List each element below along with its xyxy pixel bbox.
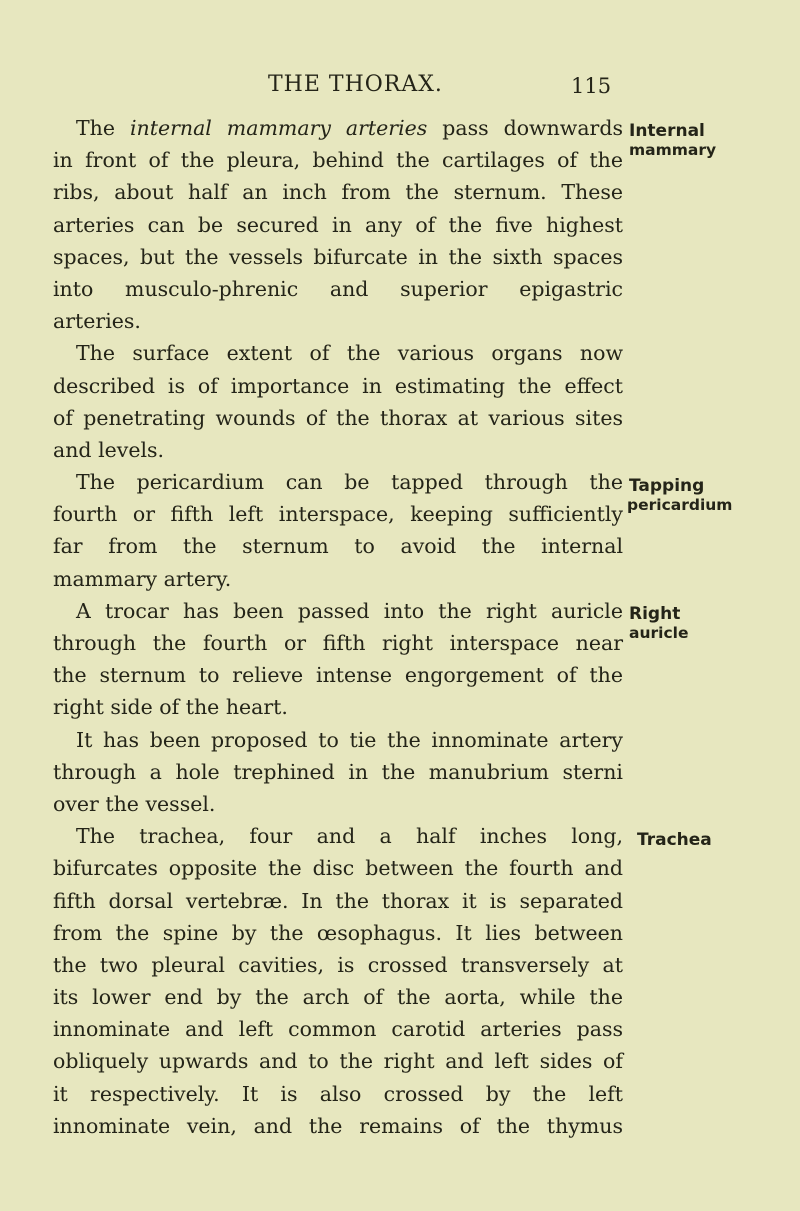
text-line: The internal mammary arteries pass downwards [76, 116, 623, 140]
text-line: it respectively. It is also crossed by the left [53, 1081, 623, 1106]
text-line: obliquely upwards and to the right and left sides of [53, 1049, 623, 1074]
text-line: ribs, about half an inch from the sternum. These [53, 180, 623, 205]
text-line: The pericardium can be tapped through the [76, 470, 623, 495]
body-text [53, 112, 623, 1142]
text-line: A trocar has been passed into the right auricle [76, 598, 623, 623]
text-line: fifth dorsal vertebræ. In the thorax it is separated [53, 888, 623, 913]
text-line: The trachea, four and a half inches long, [76, 824, 623, 849]
side-note-internal-mammary: Internal mammary [629, 121, 717, 159]
text-line: and levels. [53, 437, 165, 462]
side-note-trachea: Trachea [637, 830, 712, 850]
text-line: arteries. [53, 309, 141, 334]
text-line: of penetrating wounds of the thorax at various sites [53, 405, 623, 430]
text-line: spaces, but the vessels bifurcate in the sixth spaces [53, 244, 623, 269]
text-line: the two pleural cavities, is crossed transversely at [53, 952, 623, 977]
text-line: described is of importance in estimating the effect [53, 373, 623, 398]
running-title: THE THORAX. [268, 72, 443, 97]
text-line: the sternum to relieve intense engorgement of the [53, 663, 623, 688]
text-line: from the spine by the œsophagus. It lies between [53, 920, 623, 945]
text-line: innominate and left common carotid arteries pass [53, 1017, 623, 1042]
text-line: fourth or fifth left interspace, keeping sufficiently [53, 502, 623, 527]
page-number: 115 [571, 74, 612, 98]
text-line: over the vessel. [53, 791, 216, 816]
text-line: mammary artery. [53, 566, 232, 591]
text-line: through the fourth or fifth right interspace near [53, 631, 623, 655]
text-line: far from the sternum to avoid the internal [53, 534, 623, 559]
text-line: into musculo-phrenic and superior epigastric [53, 276, 623, 301]
side-note-tapping-pericardium: Tapping pericardium [627, 476, 733, 514]
text-line: bifurcates opposite the disc between the fourth and [53, 856, 623, 881]
side-note-right-auricle: Right auricle [629, 604, 689, 642]
text-line: through a hole trephined in the manubrium sterni [53, 759, 623, 784]
text-line: in front of the pleura, behind the cartilages of the [53, 148, 623, 173]
text-line: arteries can be secured in any of the five highest [53, 212, 623, 237]
text-line: innominate vein, and the remains of the thymus [53, 1113, 623, 1138]
page-header [0, 72, 800, 112]
text-line: its lower end by the arch of the aorta, while the [53, 985, 623, 1010]
text-line: right side of the heart. [53, 695, 288, 720]
text-line: The surface extent of the various organs now [76, 341, 623, 366]
emphasis-term: internal mammary arteries [129, 116, 428, 140]
text-line: It has been proposed to tie the innominate artery [76, 727, 623, 752]
